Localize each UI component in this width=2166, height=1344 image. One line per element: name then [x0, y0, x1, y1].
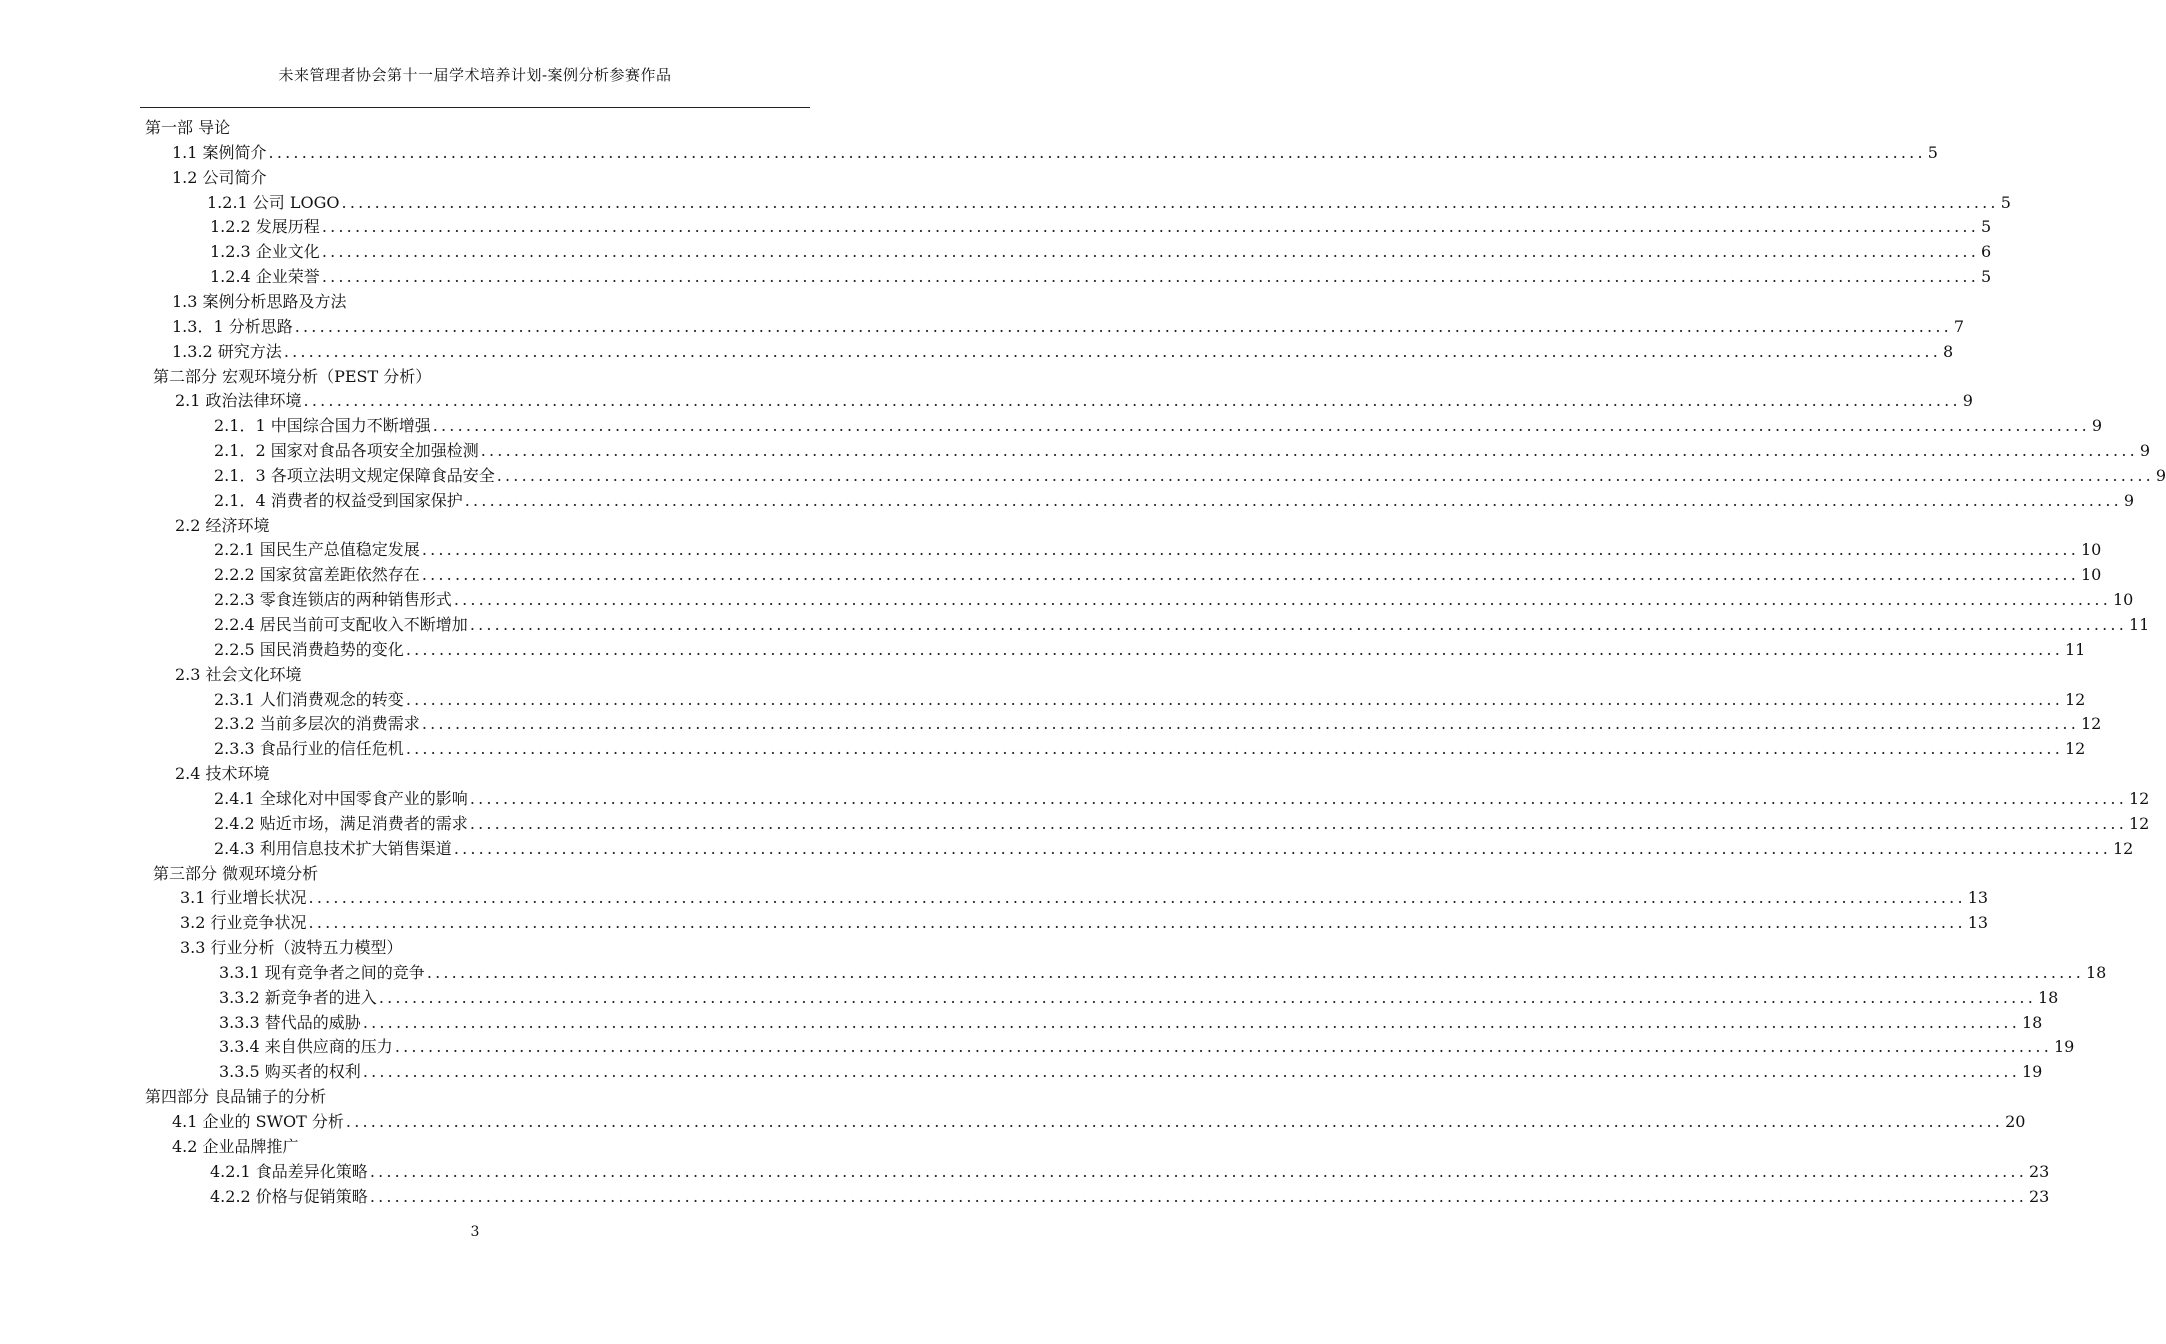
toc-entry-page: 5	[2000, 192, 2011, 212]
toc-dot-leader: ........................................................................................................................................................................................................	[464, 490, 2122, 510]
toc-entry-page: 12	[2129, 813, 2150, 833]
toc-entry-title: 1.3．1 分析思路	[172, 316, 293, 336]
toc-dot-leader: ........................................................................................................................................................................................................	[469, 615, 2127, 634]
toc-dot-leader: ........................................................................................................................................................................................................	[426, 962, 2084, 982]
toc-entry-page: 5	[1981, 217, 1992, 237]
toc-dot-leader: ........................................................................................................................................................................................................	[308, 888, 1966, 908]
toc-entry-title: 3.3.3 替代品的威胁	[219, 1012, 361, 1032]
toc-dot-leader: ........................................................................................................................................................................................................	[303, 391, 1961, 411]
toc-entry-page: 13	[1967, 888, 1989, 908]
toc-entry[interactable]	[172, 315, 1965, 339]
toc-entry-title: 3.3.4 来自供应商的压力	[219, 1037, 393, 1057]
toc-entry[interactable]	[214, 837, 2134, 861]
toc-entry-page: 12	[2113, 838, 2134, 858]
toc-entry-page: 9	[2123, 490, 2135, 510]
toc-dot-leader: ........................................................................................................................................................................................................	[453, 590, 2111, 610]
toc-entry[interactable]	[214, 737, 2086, 761]
toc-entry[interactable]	[214, 588, 2134, 612]
toc-dot-leader: ........................................................................................................................................................................................................	[421, 540, 2079, 560]
toc-entry[interactable]	[210, 265, 1992, 289]
toc-dot-leader: ........................................................................................................................................................................................................	[321, 267, 1979, 287]
toc-section-heading[interactable]: 2.2 经济环境	[175, 515, 270, 535]
toc-entry-page: 5	[1981, 267, 1992, 287]
toc-entry[interactable]	[180, 911, 1989, 935]
toc-entry-title: 1.2.3 企业文化	[210, 242, 320, 262]
toc-dot-leader: ........................................................................................................................................................................................................	[283, 341, 1941, 361]
toc-entry-page: 12	[2081, 714, 2102, 734]
toc-entry-title: 1.1 案例简介	[172, 142, 267, 162]
toc-entry[interactable]	[214, 439, 2151, 463]
toc-section-heading[interactable]: 2.4 技术环境	[175, 764, 270, 784]
toc-dot-leader: ........................................................................................................................................................................................................	[321, 242, 1979, 262]
toc-entry[interactable]	[210, 1160, 2050, 1184]
toc-entry[interactable]	[219, 986, 2059, 1010]
toc-dot-leader: ........................................................................................................................................................................................................	[345, 1112, 2004, 1131]
toc-entry-title: 3.3.1 现有竞争者之间的竞争	[219, 962, 425, 982]
toc-section-heading[interactable]: 第二部分 宏观环境分析（PEST 分析）	[153, 366, 432, 386]
toc-entry-page: 19	[2022, 1062, 2043, 1082]
toc-dot-leader: ........................................................................................................................................................................................................	[369, 1161, 2027, 1181]
toc-entry[interactable]	[172, 141, 1938, 165]
toc-entry-page: 9	[1962, 391, 1973, 411]
toc-entry[interactable]	[210, 240, 1992, 264]
toc-entry-title: 2.2.1 国民生产总值稳定发展	[214, 540, 420, 560]
page-header: 未来管理者协会第十一届学术培养计划-案例分析参赛作品	[278, 66, 672, 84]
toc-entry-title: 2.2.5 国民消费趋势的变化	[214, 639, 404, 659]
toc-dot-leader: ........................................................................................................................................................................................................	[362, 1012, 2020, 1032]
toc-dot-leader: ........................................................................................................................................................................................................	[321, 217, 1979, 237]
toc-entry[interactable]	[214, 464, 2166, 488]
toc-dot-leader: ........................................................................................................................................................................................................	[432, 416, 2090, 436]
toc-entry[interactable]	[219, 1060, 2043, 1084]
toc-entry-title: 2.1 政治法律环境	[175, 391, 302, 411]
toc-entry[interactable]	[172, 1110, 2026, 1134]
toc-entry[interactable]	[210, 1185, 2050, 1209]
toc-entry-title: 1.2.1 公司 LOGO	[207, 192, 340, 212]
toc-dot-leader: ........................................................................................................................................................................................................	[469, 788, 2127, 808]
toc-entry-title: 4.2.1 食品差异化策略	[210, 1161, 368, 1181]
toc-entry-title: 1.2.4 企业荣誉	[210, 267, 320, 287]
toc-entry[interactable]	[214, 787, 2150, 811]
toc-entry-title: 2.4.1 全球化对中国零食产业的影响	[214, 788, 468, 808]
toc-entry[interactable]	[219, 1035, 2075, 1059]
toc-entry-title: 2.3.1 人们消费观念的转变	[214, 689, 404, 709]
toc-entry-title: 2.2.4 居民当前可支配收入不断增加	[214, 615, 468, 634]
toc-entry-title: 2.1．3 各项立法明文规定保障食品安全	[214, 465, 495, 485]
toc-entry-page: 23	[2029, 1161, 2050, 1181]
toc-entry[interactable]	[214, 613, 2150, 637]
toc-dot-leader: ........................................................................................................................................................................................................	[480, 441, 2138, 461]
toc-entry-title: 3.3.5 购买者的权利	[219, 1062, 361, 1082]
toc-section-heading[interactable]: 第一部 导论	[145, 118, 231, 137]
toc-entry-title: 2.1．2 国家对食品各项安全加强检测	[214, 441, 479, 461]
toc-entry-page: 9	[2155, 465, 2166, 485]
toc-entry-title: 3.1 行业增长状况	[180, 888, 307, 908]
toc-entry[interactable]	[210, 215, 1992, 239]
toc-entry-page: 6	[1981, 242, 1992, 262]
toc-entry-title: 2.4.2 贴近市场，满足消费者的需求	[214, 813, 468, 833]
toc-entry-title: 4.1 企业的 SWOT 分析	[172, 1112, 344, 1131]
toc-section-heading[interactable]: 第三部分 微观环境分析	[153, 863, 319, 883]
toc-entry-page: 5	[1927, 142, 1938, 162]
toc-entry-title: 2.2.3 零食连锁店的两种销售形式	[214, 590, 452, 610]
toc-entry-page: 19	[2054, 1037, 2075, 1057]
toc-entry-title: 2.2.2 国家贫富差距依然存在	[214, 565, 420, 585]
toc-dot-leader: ........................................................................................................................................................................................................	[308, 913, 1966, 933]
toc-entry-title: 2.3.3 食品行业的信任危机	[214, 739, 404, 759]
toc-entry-title: 3.2 行业竞争状况	[180, 913, 307, 933]
toc-entry[interactable]	[214, 563, 2102, 587]
toc-entry[interactable]	[214, 812, 2150, 836]
toc-entry-title: 1.3.2 研究方法	[172, 341, 282, 361]
toc-entry[interactable]	[214, 712, 2102, 736]
toc-entry-page: 9	[2091, 416, 2103, 436]
toc-dot-leader: ........................................................................................................................................................................................................	[453, 838, 2111, 858]
toc-entry[interactable]	[214, 688, 2086, 712]
toc-entry-title: 2.4.3 利用信息技术扩大销售渠道	[214, 838, 452, 858]
toc-section-heading[interactable]: 第四部分 良品铺子的分析	[145, 1087, 327, 1107]
page-number: 3	[470, 1224, 480, 1240]
toc-section-heading[interactable]: 3.3 行业分析（波特五力模型）	[180, 938, 403, 958]
toc-entry-page: 20	[2005, 1112, 2026, 1131]
toc-entry-page: 11	[2129, 615, 2150, 634]
toc-entry[interactable]	[219, 1011, 2043, 1035]
toc-entry-title: 1.2.2 发展历程	[210, 217, 320, 237]
toc-dot-leader: ........................................................................................................................................................................................................	[378, 987, 2036, 1007]
toc-entry-page: 10	[2081, 540, 2102, 560]
toc-entry-page: 11	[2065, 639, 2086, 659]
toc-dot-leader: ........................................................................................................................................................................................................	[394, 1037, 2052, 1057]
toc-entry-page: 10	[2081, 565, 2102, 585]
toc-entry-page: 8	[1943, 341, 1954, 361]
toc-entry-page: 7	[1953, 316, 1965, 336]
toc-entry-page: 18	[2086, 962, 2107, 982]
toc-entry-page: 12	[2065, 739, 2086, 759]
header-rule	[140, 107, 810, 108]
toc-entry[interactable]	[180, 886, 1989, 910]
toc-entry-title: 2.3.2 当前多层次的消费需求	[214, 714, 420, 734]
toc-entry-page: 23	[2029, 1186, 2050, 1206]
toc-entry-title: 2.1．4 消费者的权益受到国家保护	[214, 490, 463, 510]
toc-dot-leader: ........................................................................................................................................................................................................	[421, 714, 2079, 734]
toc-entry-page: 10	[2113, 590, 2134, 610]
toc-entry[interactable]	[214, 489, 2135, 513]
toc-section-heading[interactable]: 1.2 公司简介	[172, 167, 267, 187]
toc-entry[interactable]	[172, 340, 1954, 364]
toc-dot-leader: ........................................................................................................................................................................................................	[469, 813, 2127, 833]
toc-entry-page: 13	[1967, 913, 1989, 933]
toc-entry[interactable]	[214, 414, 2103, 438]
toc-entry-title: 3.3.2 新竞争者的进入	[219, 987, 377, 1007]
toc-dot-leader: ........................................................................................................................................................................................................	[405, 739, 2063, 759]
toc-dot-leader: ........................................................................................................................................................................................................	[362, 1062, 2020, 1082]
toc-entry[interactable]	[219, 961, 2107, 985]
toc-section-heading[interactable]: 1.3 案例分析思路及方法	[172, 291, 347, 311]
toc-dot-leader: ........................................................................................................................................................................................................	[268, 142, 1926, 162]
toc-section-heading[interactable]: 2.3 社会文化环境	[175, 664, 302, 684]
toc-dot-leader: ........................................................................................................................................................................................................	[496, 465, 2154, 485]
toc-dot-leader: ........................................................................................................................................................................................................	[405, 639, 2063, 659]
toc-entry-title: 2.1．1 中国综合国力不断增强	[214, 416, 431, 436]
toc-entry-page: 18	[2038, 987, 2059, 1007]
toc-section-heading[interactable]: 4.2 企业品牌推广	[172, 1136, 299, 1156]
toc-entry[interactable]	[214, 538, 2102, 562]
toc-dot-leader: ........................................................................................................................................................................................................	[421, 565, 2079, 585]
toc-entry-title: 4.2.2 价格与促销策略	[210, 1186, 368, 1206]
toc-entry-page: 9	[2139, 441, 2151, 461]
toc-entry[interactable]	[207, 191, 2011, 215]
toc-dot-leader: ........................................................................................................................................................................................................	[405, 689, 2063, 709]
toc-dot-leader: ........................................................................................................................................................................................................	[369, 1186, 2027, 1206]
toc-dot-leader: ........................................................................................................................................................................................................	[341, 192, 1999, 212]
toc-entry[interactable]	[175, 389, 1973, 413]
toc-entry-page: 12	[2065, 689, 2086, 709]
toc-entry-page: 18	[2022, 1012, 2043, 1032]
toc-entry-page: 12	[2129, 788, 2150, 808]
toc-dot-leader: ........................................................................................................................................................................................................	[294, 316, 1952, 336]
toc-entry[interactable]	[214, 638, 2086, 662]
